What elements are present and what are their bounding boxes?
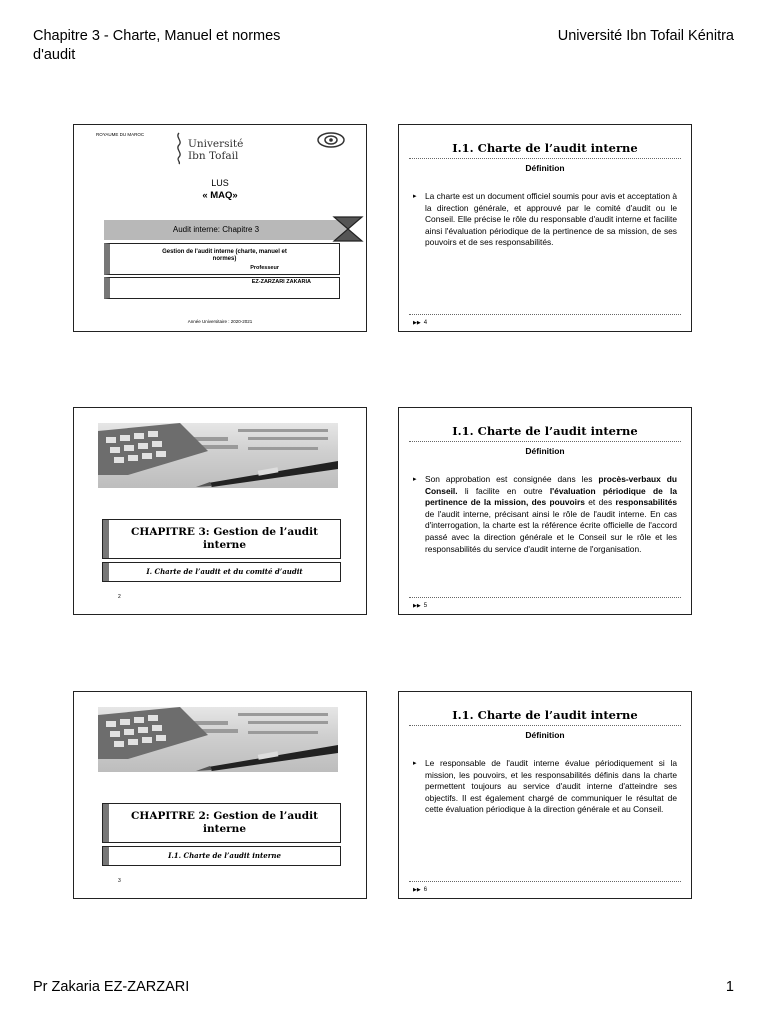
slide-title: I.1. Charte de l’audit interne xyxy=(452,424,638,438)
footer-divider xyxy=(409,597,681,598)
arrow-icon: ▶▶ xyxy=(413,887,421,893)
body-text-1: Son approbation est consignée dans les xyxy=(425,474,599,484)
slide-number-value: 4 xyxy=(423,320,428,326)
slide-chapter-3 xyxy=(73,407,367,615)
title-band xyxy=(104,220,348,240)
body-bold-3: responsabilités xyxy=(615,497,677,508)
subtitle-box-accent xyxy=(103,847,109,865)
slide-number: 2 xyxy=(118,594,121,600)
chapter-box xyxy=(102,803,341,843)
calculator-pen-photo xyxy=(98,707,338,772)
body-text-2: li facilite en outre xyxy=(457,485,550,496)
band-text: Audit interne: Chapitre 3 xyxy=(172,225,260,234)
arrow-icon: ▶▶ xyxy=(413,320,421,326)
document-title-line2: d'audit xyxy=(33,47,76,63)
university-name: Université Ibn Tofail Kénitra xyxy=(557,28,734,44)
course-box xyxy=(104,243,340,275)
body-text: La charte est un document officiel soumis pour avis et acceptation à la direction générale, et approuvé par le comité d'audit ou le Conseil. Elle précise le rôle du responsable d'audit interne et facilite ainsi l'évaluation périodique de la pertinence de sa mission, de ses pouvoirs et de ses responsabilités. xyxy=(425,191,677,248)
university-logo-emblem xyxy=(172,131,186,165)
chapter-subtitle: I.1. Charte de l’audit interne xyxy=(168,851,281,860)
body-text: Le responsable de l'audit interne évalue périodiquement si la mission, les pouvoirs, et les responsabilités définis dans la charte permettent toujours au service d'audit interne d'atteindre ses objectifs. Il est également chargé de communiquer le résultat de cette évaluation périodique à la direction générale et au Conseil. xyxy=(425,758,677,815)
chapter-subtitle-box xyxy=(102,562,341,582)
bullet-icon: ▸ xyxy=(413,476,417,483)
subtitle-box-accent xyxy=(103,563,109,581)
title-divider xyxy=(409,725,681,726)
slide-title: I.1. Charte de l’audit interne xyxy=(452,141,638,155)
chapter-subtitle-box xyxy=(102,846,341,866)
chapter-box-accent xyxy=(103,804,109,842)
slide-body xyxy=(413,191,677,249)
slide-number xyxy=(413,887,427,893)
academic-year: Année Universitaire : 2020-2021 xyxy=(187,319,253,324)
title-divider xyxy=(409,158,681,159)
body-text-3: et des xyxy=(584,497,616,508)
slide-number xyxy=(413,603,427,609)
emblem-icon xyxy=(316,131,346,154)
chapter-title: CHAPITRE 2: Gestion de l’audit interne xyxy=(131,810,318,835)
chapter-title: CHAPITRE 3: Gestion de l’audit interne xyxy=(131,526,318,551)
slide-chapter-2 xyxy=(73,691,367,899)
bullet-icon: ▸ xyxy=(413,193,417,200)
slide-body xyxy=(413,758,677,816)
program-name: « MAQ» xyxy=(202,190,238,201)
professor-name: EZ-ZARZARI ZAKARIA xyxy=(251,279,311,285)
professor-box xyxy=(104,277,340,299)
slide-body xyxy=(413,474,677,555)
slide-number-value: 5 xyxy=(423,603,428,609)
slide-definition-3 xyxy=(398,691,692,899)
slide-number xyxy=(413,320,427,326)
course-title xyxy=(110,244,339,263)
calculator-pen-photo xyxy=(98,423,338,488)
page-number: 1 xyxy=(725,979,734,995)
professor-label: Professeur xyxy=(250,265,279,271)
logo-line1: Université xyxy=(188,138,244,150)
slide-definition-2 xyxy=(398,407,692,615)
slide-subtitle: Définition xyxy=(525,730,565,740)
body-bold-2: l'évaluation périodique de la pertinence de la mission, des pouvoirs xyxy=(425,485,677,508)
course-line1: Gestion de l'audit interne (charte, manuel et xyxy=(162,249,287,255)
slide-subtitle: Définition xyxy=(525,163,565,173)
university-logo-text xyxy=(188,138,243,162)
document-title-line1: Chapitre 3 - Charte, Manuel et normes xyxy=(33,28,281,44)
footer-divider xyxy=(409,881,681,882)
slide-subtitle: Définition xyxy=(525,446,565,456)
chapter-box xyxy=(102,519,341,559)
slide-number: 3 xyxy=(118,878,121,884)
kingdom-label: ROYAUME DU MAROC xyxy=(96,132,145,137)
logo-line2: Ibn Tofail xyxy=(188,150,239,162)
arrow-icon: ▶▶ xyxy=(413,603,421,609)
chapter-subtitle: I. Charte de l’audit et du comité d’audit xyxy=(146,567,303,576)
course-line2: normes) xyxy=(212,256,237,262)
body-bold-1: procès-verbaux du Conseil. xyxy=(425,474,678,496)
author-name: Pr Zakaria EZ-ZARZARI xyxy=(33,979,190,995)
chapter-box-accent xyxy=(103,520,109,558)
program-label: LUS xyxy=(211,178,229,188)
slide-number-value: 6 xyxy=(423,887,428,893)
document-title xyxy=(33,27,280,65)
slide-title: I.1. Charte de l’audit interne xyxy=(452,708,638,722)
bullet-icon: ▸ xyxy=(413,760,417,767)
slide-definition-1 xyxy=(398,124,692,332)
body-text-4: de l'audit interne, précisant ainsi le rôle de l'audit interne. En cas d'interrogation, la charte est la référence écrite officielle de l'accord passé avec la direction générale et le Conseil sur le rôle et les responsabilités du service d'audit interne de l'organisation. xyxy=(425,508,677,554)
cover-slide xyxy=(73,124,367,332)
title-divider xyxy=(409,441,681,442)
footer-divider xyxy=(409,314,681,315)
